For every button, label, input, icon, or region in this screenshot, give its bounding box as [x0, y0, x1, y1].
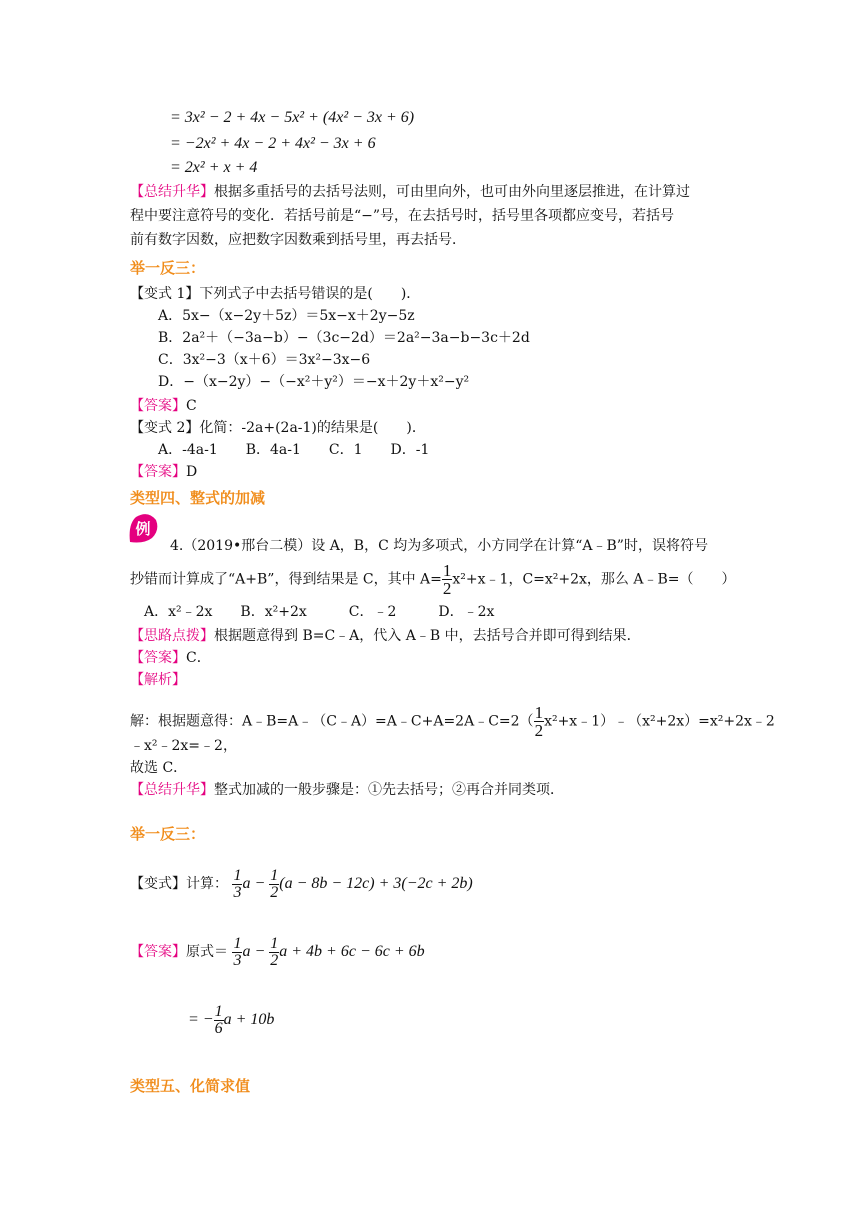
example-badge-icon	[126, 512, 156, 542]
variant3-ans-frac-1	[232, 936, 242, 969]
variant3-expression	[232, 867, 473, 901]
variant2-label: 【变式 2】	[130, 420, 200, 436]
variant2-stem: 化简：-2a+(2a-1)的结果是( )．	[199, 420, 426, 436]
example4-solution-1b: x²+x﹣1）﹣（x²+2x）=x²+2x﹣2	[544, 713, 775, 730]
variant3-result-frac-num: 1	[214, 1003, 223, 1020]
variant2-answer	[130, 462, 197, 482]
example4-answer-tag: 【答案】	[130, 650, 186, 666]
variant3-expr-a: a −	[242, 875, 266, 893]
summary-tag: 【总结升华】	[130, 184, 214, 200]
variant3-stem-line	[130, 868, 473, 901]
variant3-answer-prefix: 原式＝	[186, 944, 228, 961]
variant2-options: A．-4a-1 B．4a-1 C．1 D．-1	[158, 442, 430, 458]
example4-answer-value: C．	[186, 650, 211, 666]
summary-line-2: 程中要注意符号的变化．若括号前是“−”号，在去括号时，括号里各项都应变号，若括号	[130, 208, 675, 224]
example4-solution-line-3: 故选 C．	[130, 760, 188, 776]
variant1-option-c: C．3x²−3（x＋6）＝3x²−3x−6	[158, 352, 371, 368]
example4-solution-line-2: ﹣x²﹣2x=﹣2，	[130, 738, 237, 754]
example-badge-text: 例	[135, 520, 151, 538]
example4-summary-text: 整式加减的一般步骤是：①先去括号；②再合并同类项．	[214, 782, 564, 798]
variant1-answer-value: C	[186, 398, 197, 414]
example4-solution-line-1	[130, 704, 775, 739]
variant3-label: 【变式】	[130, 876, 186, 893]
summary-line-1	[130, 182, 690, 202]
example4-solution-frac-num: 1	[534, 703, 544, 722]
example4-analysis-tag	[130, 670, 186, 690]
variant3-ans-frac-2-num: 1	[270, 935, 279, 952]
variant1-answer	[130, 396, 197, 416]
variant1-answer-tag: 【答案】	[130, 398, 186, 414]
example4-solution-1a: 解：根据题意得：A﹣B=A﹣（C﹣A）=A﹣C+A=2A﹣C=2（	[130, 713, 534, 730]
example4-answer	[130, 648, 211, 668]
variant3-result-frac-den: 6	[214, 1020, 223, 1037]
variant3-frac-2-den: 2	[270, 884, 279, 901]
variant3-answer-tag: 【答案】	[130, 944, 186, 961]
type5-heading: 类型五、化简求值	[130, 1077, 251, 1095]
variant3-frac-2-num: 1	[270, 867, 279, 884]
example4-line-2	[130, 562, 736, 597]
example4-hint-text: 根据题意得到 B=C﹣A，代入 A﹣B 中，去括号合并即可得到结果．	[214, 628, 641, 644]
variant3-ans-frac-1-den: 3	[233, 952, 242, 969]
example4-frac-den: 2	[442, 579, 452, 598]
work-line-3: = 2x² + x + 4	[170, 159, 258, 176]
example4-analysis-label: 【解析】	[130, 672, 186, 688]
example4-solution-fraction	[534, 704, 545, 739]
variant1-option-b: B．2a²＋（−3a−b）−（3c−2d）＝2a²−3a−b−3c＋2d	[158, 330, 530, 346]
variant2-answer-value: D	[186, 464, 198, 480]
variant3-result-prefix: = −	[188, 1011, 214, 1029]
example4-options: A．x²﹣2x B．x²+2x C．﹣2 D．﹣2x	[144, 604, 495, 620]
work-line-1: = 3x² − 2 + 4x − 5x² + (4x² − 3x + 6)	[170, 109, 415, 126]
variant2-answer-tag: 【答案】	[130, 464, 186, 480]
example4-line-2b: x²+x﹣1，C=x²+2x，那么 A﹣B=（ ）	[452, 571, 736, 588]
variant1-label: 【变式 1】	[130, 286, 200, 302]
summary-text-1: 根据多重括号的去括号法则，可由里向外，也可由外向里逐层推进，在计算过	[214, 184, 690, 200]
example4-solution-frac-den: 2	[534, 721, 544, 740]
example4-line-2a: 抄错而计算成了“A+B”，得到结果是 C，其中 A=	[130, 571, 442, 588]
variant3-frac-1-num: 1	[233, 867, 242, 884]
example4-hint	[130, 626, 641, 646]
example4-summary	[130, 780, 564, 800]
example4-hint-tag: 【思路点拨】	[130, 628, 214, 644]
variant3-ans-frac-1-num: 1	[233, 935, 242, 952]
variant1-stem: 下列式子中去括号错误的是( )．	[199, 286, 421, 302]
variant3-ans-a: a −	[242, 943, 266, 961]
variant3-frac-1	[232, 868, 242, 901]
example4-frac-num: 1	[442, 561, 452, 580]
variant3-result-frac	[214, 1004, 224, 1037]
section-practice-heading: 举一反三：	[130, 259, 206, 277]
work-line-2: = −2x² + 4x − 2 + 4x² − 3x + 6	[170, 135, 376, 152]
example4-summary-tag: 【总结升华】	[130, 782, 214, 798]
example4-fraction	[442, 562, 453, 597]
variant3-answer-expression	[232, 935, 425, 969]
variant3-ans-b: a + 4b + 6c − 6c + 6b	[279, 943, 425, 961]
variant3-expr-b: (a − 8b − 12c) + 3(−2c + 2b)	[279, 875, 473, 893]
example4-line-1: 4.（2019•邢台二模）设 A，B，C 均为多项式，小方同学在计算“A﹣B”时，误将符号	[170, 538, 708, 554]
section-practice-heading-2: 举一反三：	[130, 825, 206, 843]
variant3-answer-line	[130, 936, 425, 969]
variant1-option-d: D．−（x−2y）−（−x²＋y²）＝−x＋2y＋x²−y²	[158, 374, 470, 390]
variant3-ans-frac-2	[269, 936, 279, 969]
variant3-stem: 计算：	[186, 876, 228, 893]
variant3-frac-2	[269, 868, 279, 901]
variant1-stem-line	[130, 284, 420, 304]
variant3-result-b: a + 10b	[223, 1011, 275, 1029]
variant2-stem-line	[130, 418, 426, 438]
type4-heading: 类型四、整式的加减	[130, 489, 266, 507]
variant1-option-a: A．5x−（x−2y＋5z）＝5x−x＋2y−5z	[158, 308, 415, 324]
variant3-frac-1-den: 3	[233, 884, 242, 901]
variant3-ans-frac-2-den: 2	[270, 952, 279, 969]
variant3-result-line	[188, 1004, 274, 1037]
summary-line-3: 前有数字因数，应把数字因数乘到括号里，再去括号．	[130, 232, 466, 248]
